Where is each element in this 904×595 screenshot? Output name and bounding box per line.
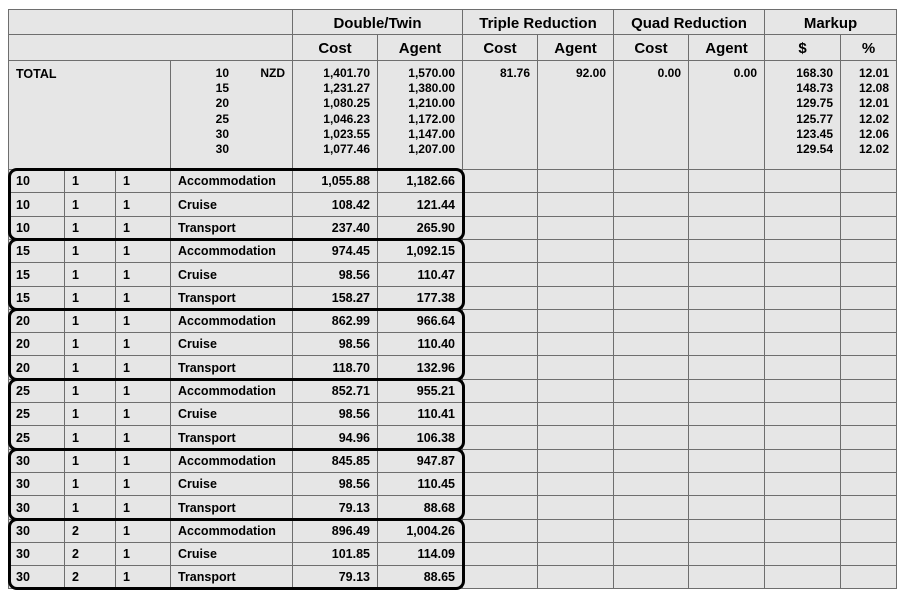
total-double-agent-value: 1,207.00 [408, 142, 455, 157]
total-pax: 20 [215, 96, 229, 111]
sequence-number: 1 [115, 262, 171, 287]
total-triple-cost [462, 60, 538, 170]
empty-cell [462, 192, 538, 217]
total-markup-dollar-value: 148.73 [796, 81, 833, 96]
row-cost: 862.99 [292, 309, 378, 333]
day-number: 1 [64, 169, 116, 193]
empty-cell [462, 565, 538, 589]
total-markup-dollar-value: 125.77 [796, 111, 833, 126]
empty-cell [764, 286, 841, 310]
empty-cell [613, 472, 689, 496]
empty-cell [537, 402, 614, 426]
service-type: Accommodation [170, 449, 293, 473]
day-number: 1 [64, 402, 116, 426]
empty-cell [462, 286, 538, 310]
empty-cell [462, 355, 538, 380]
row-agent: 110.41 [377, 402, 463, 426]
sequence-number: 1 [115, 542, 171, 566]
total-markup-percent-value: 12.01 [858, 66, 889, 80]
empty-cell [764, 449, 841, 473]
empty-cell [840, 216, 897, 240]
row-agent: 110.40 [377, 332, 463, 356]
pax-count: 20 [8, 332, 65, 356]
total-markup-percent [840, 60, 897, 170]
total-triple-cost-value: 81.76 [499, 66, 530, 80]
pax-count: 15 [8, 286, 65, 310]
empty-cell [462, 309, 538, 333]
row-cost: 108.42 [292, 192, 378, 217]
empty-cell [764, 262, 841, 287]
empty-cell [613, 192, 689, 217]
total-markup-percent-value: 12.01 [858, 96, 889, 111]
empty-cell [764, 565, 841, 589]
header-markup-percent: % [840, 34, 897, 61]
service-type: Transport [170, 425, 293, 450]
empty-cell [840, 286, 897, 310]
empty-cell [613, 495, 689, 520]
empty-cell [537, 239, 614, 263]
empty-cell [613, 402, 689, 426]
empty-cell [462, 379, 538, 403]
service-type: Transport [170, 355, 293, 380]
total-quad-agent [688, 60, 765, 170]
empty-cell [537, 519, 614, 543]
total-quad-agent-value: 0.00 [733, 66, 757, 80]
row-agent: 1,182.66 [377, 169, 463, 193]
sequence-number: 1 [115, 216, 171, 240]
empty-cell [840, 239, 897, 263]
empty-cell [537, 472, 614, 496]
day-number: 1 [64, 239, 116, 263]
empty-cell [764, 239, 841, 263]
empty-cell [537, 355, 614, 380]
empty-cell [840, 262, 897, 287]
day-number: 1 [64, 309, 116, 333]
empty-cell [537, 332, 614, 356]
total-markup-percent-value: 12.08 [858, 81, 889, 96]
day-number: 1 [64, 332, 116, 356]
total-markup-dollar [764, 60, 841, 170]
pax-count: 30 [8, 472, 65, 496]
pax-count: 30 [8, 565, 65, 589]
empty-cell [688, 565, 765, 589]
service-type: Transport [170, 565, 293, 589]
header-markup: Markup [764, 9, 897, 35]
total-double-cost-value: 1,023.55 [323, 126, 370, 141]
sequence-number: 1 [115, 565, 171, 589]
row-cost: 896.49 [292, 519, 378, 543]
empty-cell [688, 449, 765, 473]
empty-cell [840, 379, 897, 403]
total-double-cost-value: 1,046.23 [323, 111, 370, 126]
pax-count: 30 [8, 449, 65, 473]
header-triple-cost: Cost [462, 34, 538, 61]
day-number: 2 [64, 565, 116, 589]
empty-cell [840, 192, 897, 217]
row-agent: 110.47 [377, 262, 463, 287]
row-agent: 177.38 [377, 286, 463, 310]
empty-cell [840, 169, 897, 193]
sequence-number: 1 [115, 355, 171, 380]
total-markup-dollar-value: 168.30 [796, 66, 833, 80]
day-number: 1 [64, 262, 116, 287]
row-agent: 121.44 [377, 192, 463, 217]
empty-cell [462, 332, 538, 356]
service-type: Transport [170, 495, 293, 520]
pax-count: 30 [8, 542, 65, 566]
total-double-cost-value: 1,401.70 [323, 66, 370, 80]
empty-cell [688, 519, 765, 543]
empty-cell [537, 379, 614, 403]
pax-count: 25 [8, 425, 65, 450]
empty-cell [764, 425, 841, 450]
header-quad-agent: Agent [688, 34, 765, 61]
total-quad-cost-value: 0.00 [657, 66, 681, 80]
empty-cell [688, 542, 765, 566]
empty-cell [613, 169, 689, 193]
empty-cell [537, 286, 614, 310]
header-double-cost: Cost [292, 34, 378, 61]
empty-cell [840, 402, 897, 426]
empty-cell [688, 332, 765, 356]
service-type: Accommodation [170, 309, 293, 333]
pax-count: 10 [8, 192, 65, 217]
empty-cell [613, 332, 689, 356]
row-agent: 265.90 [377, 216, 463, 240]
row-cost: 845.85 [292, 449, 378, 473]
empty-cell [764, 519, 841, 543]
total-markup-percent-value: 12.02 [858, 111, 889, 126]
empty-cell [613, 425, 689, 450]
empty-cell [462, 169, 538, 193]
empty-cell [840, 309, 897, 333]
empty-cell [840, 565, 897, 589]
total-markup-dollar-value: 123.45 [796, 126, 833, 141]
empty-cell [537, 262, 614, 287]
empty-cell [688, 262, 765, 287]
total-double-agent-value: 1,172.00 [408, 111, 455, 126]
total-double-cost-value: 1,077.46 [323, 142, 370, 157]
empty-cell [462, 262, 538, 287]
total-pax: 15 [215, 81, 229, 96]
row-cost: 94.96 [292, 425, 378, 450]
day-number: 1 [64, 216, 116, 240]
row-cost: 98.56 [292, 402, 378, 426]
row-cost: 98.56 [292, 332, 378, 356]
empty-cell [688, 239, 765, 263]
day-number: 1 [64, 286, 116, 310]
header-triple-agent: Agent [537, 34, 614, 61]
service-type: Cruise [170, 542, 293, 566]
service-type: Transport [170, 216, 293, 240]
total-double-cost [292, 60, 378, 170]
empty-cell [613, 542, 689, 566]
header-double-twin: Double/Twin [292, 9, 463, 35]
pax-count: 30 [8, 495, 65, 520]
empty-cell [537, 216, 614, 240]
empty-cell [537, 565, 614, 589]
empty-cell [613, 286, 689, 310]
empty-cell [537, 309, 614, 333]
total-double-agent-value: 1,147.00 [408, 126, 455, 141]
row-agent: 947.87 [377, 449, 463, 473]
empty-cell [462, 216, 538, 240]
empty-cell [764, 216, 841, 240]
row-agent: 955.21 [377, 379, 463, 403]
service-type: Accommodation [170, 169, 293, 193]
sequence-number: 1 [115, 495, 171, 520]
empty-cell [840, 542, 897, 566]
empty-cell [688, 286, 765, 310]
empty-cell [688, 309, 765, 333]
empty-cell [764, 309, 841, 333]
sequence-number: 1 [115, 519, 171, 543]
total-markup-percent-value: 12.02 [858, 142, 889, 157]
empty-cell [764, 355, 841, 380]
row-cost: 852.71 [292, 379, 378, 403]
row-cost: 237.40 [292, 216, 378, 240]
empty-cell [462, 449, 538, 473]
total-currency: NZD [260, 66, 285, 80]
empty-cell [764, 472, 841, 496]
row-agent: 88.68 [377, 495, 463, 520]
empty-cell [764, 379, 841, 403]
empty-cell [462, 542, 538, 566]
total-pax: 30 [215, 142, 229, 157]
total-pax: 30 [215, 126, 229, 141]
total-pax: 10 [215, 66, 229, 80]
row-agent: 966.64 [377, 309, 463, 333]
empty-cell [764, 402, 841, 426]
empty-cell [613, 519, 689, 543]
empty-cell [462, 472, 538, 496]
empty-cell [613, 239, 689, 263]
empty-cell [764, 542, 841, 566]
sequence-number: 1 [115, 472, 171, 496]
empty-cell [462, 402, 538, 426]
day-number: 1 [64, 355, 116, 380]
header-markup-dollar: $ [764, 34, 841, 61]
empty-cell [537, 495, 614, 520]
sequence-number: 1 [115, 402, 171, 426]
empty-cell [840, 332, 897, 356]
empty-cell [688, 425, 765, 450]
service-type: Cruise [170, 472, 293, 496]
row-cost: 101.85 [292, 542, 378, 566]
total-double-agent-value: 1,570.00 [408, 66, 455, 80]
pax-count: 10 [8, 169, 65, 193]
total-double-cost-value: 1,080.25 [323, 96, 370, 111]
empty-cell [613, 449, 689, 473]
service-type: Transport [170, 286, 293, 310]
empty-cell [688, 472, 765, 496]
empty-cell [688, 216, 765, 240]
sequence-number: 1 [115, 309, 171, 333]
pax-count: 20 [8, 355, 65, 380]
pax-count: 10 [8, 216, 65, 240]
row-cost: 79.13 [292, 495, 378, 520]
total-double-agent [377, 60, 463, 170]
row-agent: 1,004.26 [377, 519, 463, 543]
sequence-number: 1 [115, 332, 171, 356]
service-type: Accommodation [170, 239, 293, 263]
total-markup-dollar-value: 129.75 [796, 96, 833, 111]
empty-cell [840, 355, 897, 380]
header-blank-top [8, 9, 293, 35]
total-pax: 25 [215, 111, 229, 126]
header-blank-sub [8, 34, 293, 61]
header-double-agent: Agent [377, 34, 463, 61]
empty-cell [688, 169, 765, 193]
pax-count: 15 [8, 239, 65, 263]
empty-cell [840, 449, 897, 473]
empty-cell [840, 495, 897, 520]
total-triple-agent [537, 60, 614, 170]
pax-count: 30 [8, 519, 65, 543]
empty-cell [537, 169, 614, 193]
empty-cell [688, 402, 765, 426]
row-agent: 114.09 [377, 542, 463, 566]
total-pax-cell [170, 60, 293, 170]
empty-cell [840, 519, 897, 543]
sequence-number: 1 [115, 239, 171, 263]
row-agent: 110.45 [377, 472, 463, 496]
empty-cell [688, 379, 765, 403]
service-type: Cruise [170, 402, 293, 426]
header-triple-reduction: Triple Reduction [462, 9, 614, 35]
sequence-number: 1 [115, 449, 171, 473]
empty-cell [462, 495, 538, 520]
empty-cell [840, 472, 897, 496]
service-type: Accommodation [170, 519, 293, 543]
service-type: Cruise [170, 332, 293, 356]
empty-cell [613, 309, 689, 333]
empty-cell [613, 379, 689, 403]
day-number: 2 [64, 519, 116, 543]
service-type: Accommodation [170, 379, 293, 403]
empty-cell [462, 519, 538, 543]
total-markup-dollar-value: 129.54 [796, 142, 833, 157]
empty-cell [764, 332, 841, 356]
row-cost: 118.70 [292, 355, 378, 380]
row-agent: 1,092.15 [377, 239, 463, 263]
empty-cell [613, 262, 689, 287]
day-number: 1 [64, 472, 116, 496]
service-type: Cruise [170, 192, 293, 217]
empty-cell [688, 495, 765, 520]
total-markup-percent-value: 12.06 [858, 126, 889, 141]
header-quad-cost: Cost [613, 34, 689, 61]
sequence-number: 1 [115, 192, 171, 217]
day-number: 1 [64, 425, 116, 450]
total-double-agent-value: 1,210.00 [408, 96, 455, 111]
row-agent: 88.65 [377, 565, 463, 589]
total-double-cost-value: 1,231.27 [323, 81, 370, 96]
row-cost: 98.56 [292, 262, 378, 287]
pax-count: 20 [8, 309, 65, 333]
service-type: Cruise [170, 262, 293, 287]
pax-count: 25 [8, 379, 65, 403]
row-agent: 106.38 [377, 425, 463, 450]
pax-count: 15 [8, 262, 65, 287]
empty-cell [688, 355, 765, 380]
day-number: 2 [64, 542, 116, 566]
row-cost: 974.45 [292, 239, 378, 263]
total-label: TOTAL [8, 60, 171, 170]
empty-cell [688, 192, 765, 217]
row-cost: 79.13 [292, 565, 378, 589]
day-number: 1 [64, 192, 116, 217]
pax-count: 25 [8, 402, 65, 426]
empty-cell [537, 449, 614, 473]
sequence-number: 1 [115, 379, 171, 403]
header-quad-reduction: Quad Reduction [613, 9, 765, 35]
empty-cell [613, 355, 689, 380]
empty-cell [840, 425, 897, 450]
day-number: 1 [64, 449, 116, 473]
day-number: 1 [64, 379, 116, 403]
row-cost: 98.56 [292, 472, 378, 496]
empty-cell [613, 565, 689, 589]
row-cost: 1,055.88 [292, 169, 378, 193]
sequence-number: 1 [115, 425, 171, 450]
empty-cell [764, 169, 841, 193]
total-quad-cost [613, 60, 689, 170]
empty-cell [537, 425, 614, 450]
day-number: 1 [64, 495, 116, 520]
empty-cell [764, 495, 841, 520]
empty-cell [613, 216, 689, 240]
sequence-number: 1 [115, 169, 171, 193]
row-cost: 158.27 [292, 286, 378, 310]
empty-cell [537, 192, 614, 217]
total-double-agent-value: 1,380.00 [408, 81, 455, 96]
empty-cell [462, 425, 538, 450]
empty-cell [462, 239, 538, 263]
sequence-number: 1 [115, 286, 171, 310]
row-agent: 132.96 [377, 355, 463, 380]
total-triple-agent-value: 92.00 [575, 66, 606, 80]
empty-cell [764, 192, 841, 217]
empty-cell [537, 542, 614, 566]
